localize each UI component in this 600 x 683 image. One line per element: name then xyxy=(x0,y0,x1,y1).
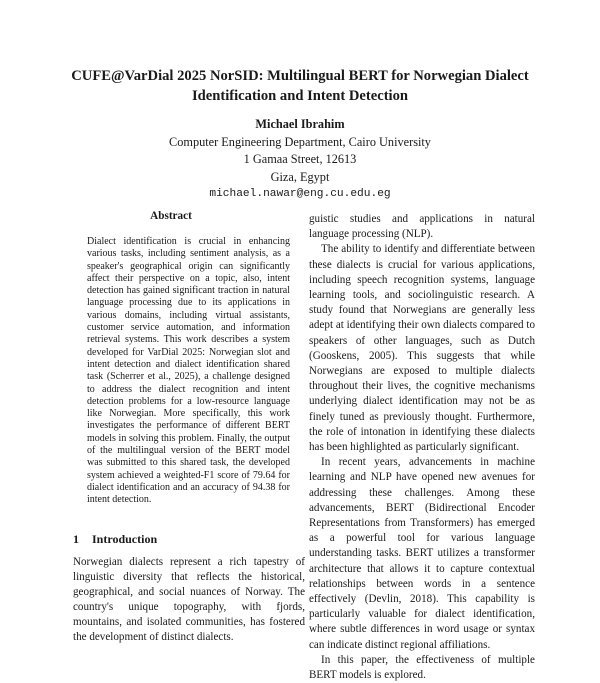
section-title: Introduction xyxy=(92,532,158,546)
author-block xyxy=(40,116,560,204)
paper-title-line-2: Identification and Intent Detection xyxy=(191,88,409,104)
paper-title xyxy=(40,66,560,106)
right-paragraph-dialect-identification: The ability to identify and differentiate between these dialects is crucial for various applications, including speech recognition systems, language learning tools, and sociolinguistic research. A study found that Norwegians are generally less adept at identifying their own dialects compared to speakers of other languages, such as Dutch (Gooskens, 2005). This suggests that while Norwegians are exposed to multiple dialects throughout their lives, the cognitive mechanisms underlying dialect identification may not be as finely tuned as previously thought. Furthermore, the role of intonation in identifying these dialects has been highlighted as particularly significant. xyxy=(309,243,535,454)
author-street: 1 Gamaa Street, 12613 xyxy=(243,152,357,167)
right-paragraph-this-paper: In this paper, the effectiveness of multiple BERT models is explored. xyxy=(309,653,535,682)
abstract-heading: Abstract xyxy=(150,210,192,222)
author-city: Giza, Egypt xyxy=(270,169,330,184)
right-paragraph-continued: guistic studies and applications in natural language processing (NLP). xyxy=(309,213,535,241)
author-email: michael.nawar@eng.cu.edu.eg xyxy=(209,188,391,201)
section-number: 1 xyxy=(73,532,79,546)
abstract-body: Dialect identification is crucial in enhancing various tasks, including sentiment analysis, as a speaker's geographical origin can significantly affect their perspective on a topic, also, intent detection has gained significant traction in natural language processing due to its applications in various domains, including virtual assistants, customer service automation, and information retrieval systems. This work describes a system developed for VarDial 2025: Norwegian slot and intent detection and dialect identification shared task (Scherrer et al., 2025), a challenge designed to address the dialect recognition and intent detection problems for a low-resource language like Norwegian. More specifically, this work investigates the performance of different BERT models in solving this problem. Finally, the output of the multilingual version of the BERT model was submitted to this shared task, the developed system achieved a weighted-F1 score of 79.64 for dialect identification and an accuracy of 94.38 for intent detection. xyxy=(87,236,290,506)
author-name: Michael Ibrahim xyxy=(255,117,345,131)
author-affiliation: Computer Engineering Department, Cairo University xyxy=(169,134,431,149)
paper-title-line-1: CUFE@VarDial 2025 NorSID: Multilingual BERT for Norwegian Dialect xyxy=(71,68,529,84)
intro-body-left xyxy=(73,555,305,644)
intro-paragraph: Norwegian dialects represent a rich tapestry of linguistic diversity that reflects the historical, geographical, and social nuances of Norway. The country's unique topography, with fjords, mountains, and isolated communities, has fostered the development of distinct dialects. xyxy=(73,556,305,644)
right-paragraph-bert: In recent years, advancements in machine learning and NLP have opened new avenues for addressing these challenges. Among these advancements, BERT (Bidirectional Encoder Representations from Transformers) has emerged as a powerful tool for various language understanding tasks. BERT utilizes a transformer architecture that allows it to capture contextual relationships between words in a sentence effectively (Devlin, 2018). This capability is particularly valuable for dialect identification, where subtle differences in word usage or syntax can indicate distinct regional affiliations. xyxy=(309,456,535,651)
right-column xyxy=(309,212,535,682)
